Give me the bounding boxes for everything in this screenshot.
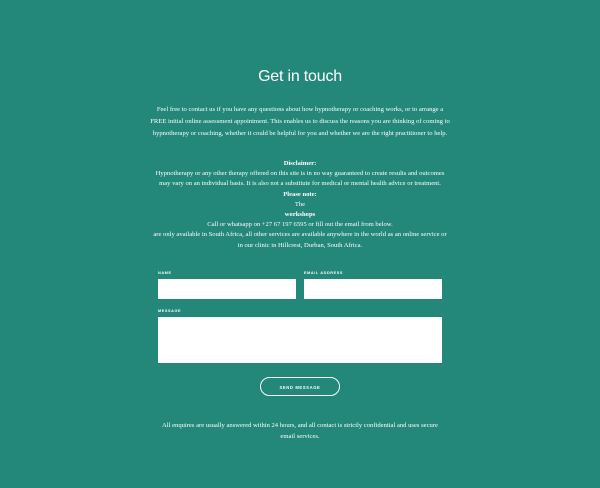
email-field[interactable] <box>304 279 442 299</box>
name-label: NAME <box>158 271 172 275</box>
notes-block <box>150 159 450 251</box>
intro-text: Feel free to contact us if you have any questions about how hypnotherapy or coaching works, or to arrange a FREE initial online assessment appointment. This enables us to discuss the reasons you are thinking of coming to hypnotherapy or coaching, whether it could be helpful for you and whether we are the right practitioner to help. <box>150 106 450 137</box>
the-word: The <box>294 200 306 208</box>
page-title: Get in touch <box>258 68 342 85</box>
workshops-word: workshops <box>284 211 316 219</box>
availability-text: are only available in South Africa, all other services are available anywhere in the world as an online service or in our clinic in Hillcrest, Durban, South Africa. <box>153 231 447 249</box>
message-label: MESSAGE <box>158 309 182 313</box>
send-message-button[interactable]: SEND MESSAGE <box>260 377 340 396</box>
footer-note: All enquires are usually answered within 24 hours, and all contact is strictly confidential and uses secure email services. <box>162 422 438 440</box>
please-note-heading: Please note: <box>283 190 317 198</box>
message-field[interactable] <box>158 317 442 363</box>
name-field[interactable] <box>158 279 296 299</box>
disclaimer-text: Hypnotherapy or any other therapy offered on this site is in no way guaranteed to create results and outcomes may vary on an individual basis. It is also not a substitute for medical or mental health advice or treatment. <box>155 170 445 188</box>
email-label: EMAIL ADDRESS <box>304 271 344 275</box>
contact-line: Call or whatsapp on +27 67 197 6595 or fill out the email from below. <box>207 221 393 229</box>
disclaimer-heading: Disclaimer: <box>283 160 317 167</box>
